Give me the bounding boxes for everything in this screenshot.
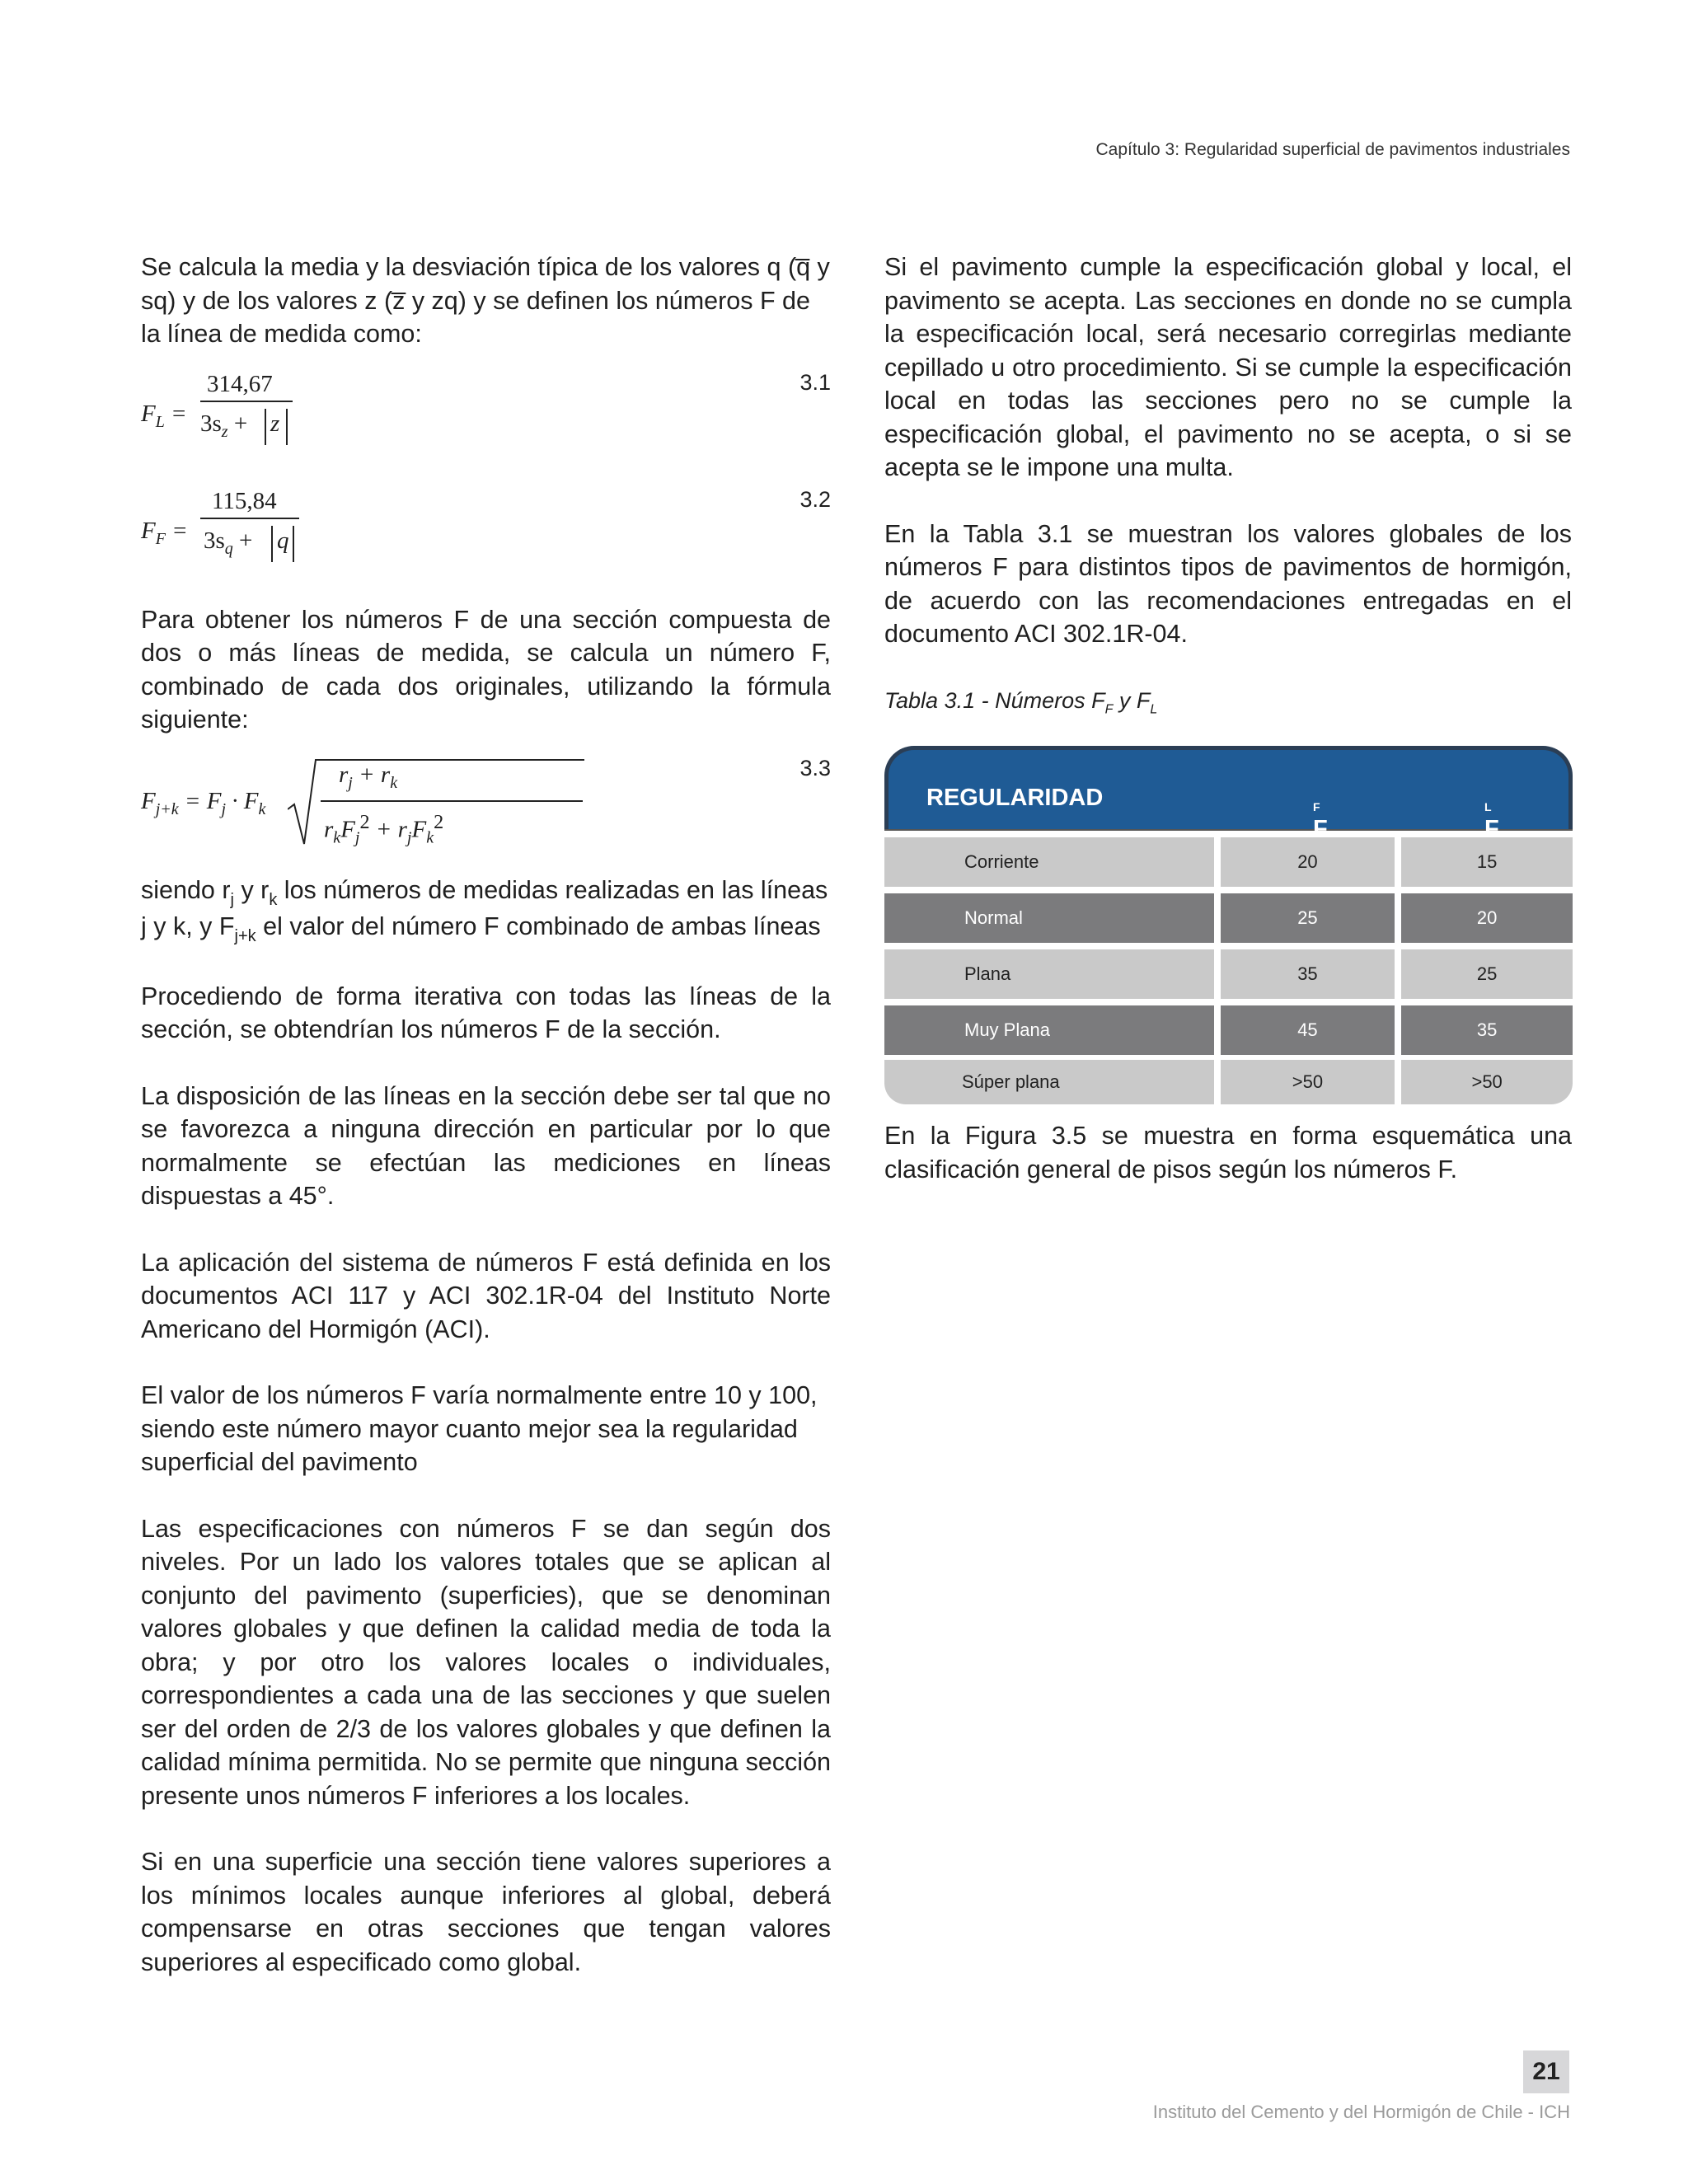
section-paragraph: Para obtener los números F de una sección compuesta de dos o más líneas de medida, se calcula un número F, combinado de cada dos originales, utilizando la fórmula siguiente:: [141, 605, 831, 733]
header-fl-sub: L: [1484, 800, 1492, 814]
caption-sub-f: F: [1104, 701, 1114, 716]
eq2-lhs-sub: F: [155, 529, 166, 548]
eq1-lhs-sub: L: [155, 412, 165, 431]
eq3-lhs: F: [141, 787, 156, 814]
eq1-abs-right: [286, 409, 288, 445]
row-name: Plana: [884, 949, 1214, 999]
siendo-paragraph: [141, 874, 831, 947]
surface-paragraph: Si en una superficie una sección tiene valores superiores a los mínimos locales aunque inferiores al global, deberá compensarse en otras secciones que tengan valores superiores al especificado como global.: [141, 1848, 831, 1976]
eq3-num-r: r: [339, 761, 349, 788]
eq3-den-sub-j: j: [354, 827, 360, 846]
eq1-den-a-sub: z: [221, 422, 228, 441]
row-fl: 25: [1401, 949, 1573, 999]
page-number: 21: [1523, 2050, 1569, 2093]
table-row: [884, 949, 1573, 999]
eq3-den-plus: + r: [375, 816, 407, 843]
left-column: [141, 251, 831, 2012]
siendo-sub-jk: j+k: [234, 927, 256, 945]
siendo-text-c: los números de medidas realizadas en las líneas j y k, y F: [141, 875, 828, 940]
eq3-num-sub-k: k: [390, 773, 398, 792]
caption-sub-l: L: [1150, 701, 1158, 716]
eq2-abs-right: [293, 526, 294, 562]
row-ff: >50: [1221, 1060, 1395, 1104]
figure-reference-paragraph: En la Figura 3.5 se muestra en forma esquemática una clasificación general de pisos según los números F.: [884, 1122, 1572, 1183]
eq3-square-2: 2: [434, 810, 444, 833]
eq1-numerator: 314,67: [207, 370, 273, 397]
row-ff: 35: [1221, 949, 1395, 999]
eq2-den-b: q: [277, 527, 289, 554]
eq3-den-f: F: [340, 816, 355, 843]
footer-publisher: Instituto del Cemento y del Hormigón de Chile - ICH: [1152, 2102, 1570, 2122]
row-fl: 35: [1401, 1005, 1573, 1055]
acceptance-paragraph: Si el pavimento cumple la especificación global y local, el pavimento se acepta. Las secciones en donde no se cumpla la especificación local, será necesario corregirlas mediante cepillado u otro procedimiento. Si se cumple la especificación local en todas las secciones pero no se cumple la especificación global, el pavimento no se acepta, o si se acepta se le impone una multa.: [884, 253, 1572, 481]
eq3-num-plus: + r: [359, 761, 391, 788]
siendo-sub-j: j: [230, 890, 234, 909]
running-header: Capítulo 3: Regularidad superficial de pavimentos industriales: [1095, 140, 1570, 159]
caption-text-a: Tabla 3.1 - Números F: [884, 687, 1105, 713]
eq3-dot: · F: [232, 787, 259, 814]
siendo-sub-k: k: [269, 890, 278, 909]
table-row: [884, 1060, 1573, 1104]
header-fl: [1484, 781, 1499, 843]
eq1-number: 3.1: [799, 369, 831, 395]
eq3-num-sub-j: j: [348, 773, 353, 792]
header-ff: [1313, 781, 1328, 843]
eq2-number: 3.2: [799, 486, 831, 512]
value-paragraph: El valor de los números F varía normalmente entre 10 y 100, siendo este número mayor cuanto mejor sea la regularidad superficial del pavimento: [141, 1381, 818, 1476]
eq1-abs-left: [265, 409, 266, 445]
eq2-numerator: 115,84: [212, 487, 277, 514]
row-ff: 25: [1221, 893, 1395, 943]
row-fl: 20: [1401, 893, 1573, 943]
equation-3-2: $F_F$ = 115,84 $3s_q$ + q 3.2: [141, 483, 831, 590]
eq3-rhs: = F: [184, 787, 222, 814]
eq2-fraction-line: [200, 518, 299, 519]
row-ff: 20: [1221, 837, 1395, 887]
application-paragraph: La aplicación del sistema de números F está definida en los documentos ACI 117 y ACI 302.1R-04 del Instituto Norte Americano del Hormigón (ACI).: [141, 1248, 831, 1343]
header-ff-letter: F: [1313, 816, 1328, 843]
row-ff: 45: [1221, 1005, 1395, 1055]
row-name: Súper plana: [884, 1060, 1214, 1104]
eq3-den-sub-k: k: [333, 827, 341, 846]
siendo-text-b: y r: [233, 875, 270, 904]
header-fl-letter: F: [1484, 816, 1499, 843]
row-name: Normal: [884, 893, 1214, 943]
table-intro-paragraph: En la Tabla 3.1 se muestran los valores globales de los números F para distintos tipos de pavimentos de hormigón, de acuerdo con las recomendaciones entregadas en el documento ACI 302.1R-04.: [884, 519, 1572, 648]
iterative-paragraph: Procediendo de forma iterativa con todas las líneas de la sección, se obtendrían los números F de la sección.: [141, 982, 831, 1043]
eq1-den-b: z: [270, 410, 280, 437]
equation-3-3: [141, 752, 831, 849]
eq3-den-f2: F: [411, 816, 427, 843]
header-divider: [884, 829, 1573, 831]
table-row: [884, 1005, 1573, 1055]
eq1-den-a: 3s: [200, 410, 222, 437]
eq3-rhs-sub-k: k: [258, 799, 266, 818]
eq2-den-a-sub: q: [224, 539, 233, 558]
eq3-den-r: r: [324, 816, 334, 843]
siendo-text-d: el valor del número F combinado de ambas líneas: [256, 912, 821, 940]
table-row: [884, 837, 1573, 887]
row-fl: >50: [1401, 1060, 1573, 1104]
eq3-square-1: 2: [359, 810, 370, 833]
siendo-text-a: siendo r: [141, 875, 231, 904]
eq3-number: 3.3: [799, 755, 831, 780]
disposition-paragraph: La disposición de las líneas en la sección debe ser tal que no se favorezca a ninguna dirección en particular por lo que normalmente se efectúan las mediciones en líneas dispuestas a 45°.: [141, 1081, 831, 1210]
right-column: [884, 251, 1572, 1219]
row-name: Muy Plana: [884, 1005, 1214, 1055]
caption-text-b: y F: [1113, 687, 1151, 713]
table-caption: [884, 684, 1572, 727]
intro-paragraph: Se calcula la media y la desviación típica de los valores q (q̅ y sq) y de los valores z (z̅ y zq) y se definen los números F de la línea de medida como:: [141, 253, 830, 348]
eq1-fraction-line: [200, 401, 293, 402]
header-regularidad: REGULARIDAD: [926, 785, 1104, 812]
table-row: [884, 893, 1573, 943]
specifications-paragraph: Las especificaciones con números F se dan según dos niveles. Por un lado los valores totales que se aplican al conjunto del pavimento (superficies), que se denominan valores globales y que definen la calidad media de toda la obra; y por otro los valores locales o individuales, correspondientes a cada una de las secciones y que suelen ser del orden de 2/3 de los valores globales y que definen la calidad mínima permitida. No se permite que ninguna sección presente unos números F inferiores a los locales.: [141, 1514, 831, 1810]
row-name: Corriente: [884, 837, 1214, 887]
f-numbers-table: [884, 746, 1573, 1104]
eq3-rhs-sub-j: j: [221, 799, 227, 818]
header-ff-sub: F: [1313, 800, 1320, 814]
eq2-abs-left: [271, 526, 273, 562]
eq2-lhs: F: [141, 517, 156, 544]
row-fl: 15: [1401, 837, 1573, 887]
eq3-lhs-sub: j+k: [155, 799, 179, 818]
table-header: [884, 746, 1573, 843]
eq1-lhs: F: [141, 400, 156, 427]
eq3-den-sub-k2: k: [426, 827, 434, 846]
equation-3-1: $F_L$ = 314,67 $3s_z$ + z 3.1: [141, 366, 831, 473]
eq3-den-sub-j2: j: [406, 827, 412, 846]
eq2-den-a: 3s: [204, 527, 225, 554]
